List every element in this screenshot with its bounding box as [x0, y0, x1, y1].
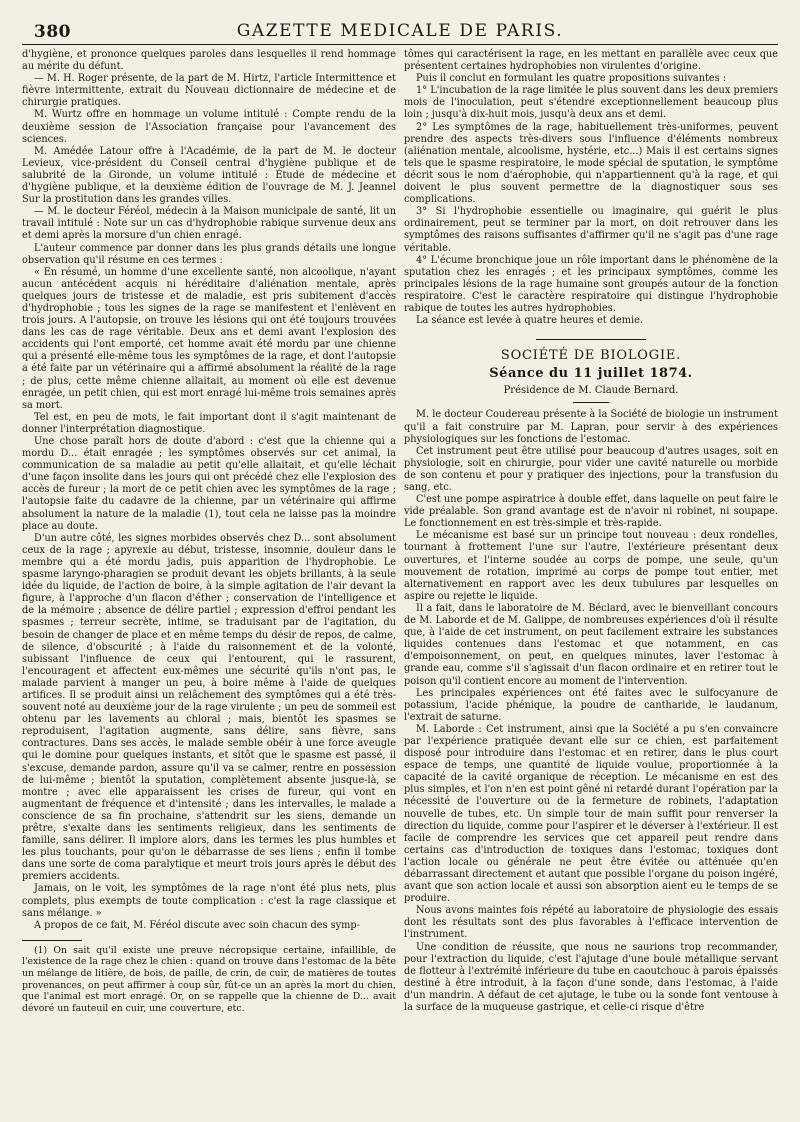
paragraph: d'hygiène, et prononce quelques paroles dans lesquelles il rend hommage au mérite du défunt.: [22, 49, 396, 73]
proposition: 1° L'incubation de la rage limitée le plus souvent dans les deux premiers mois de l'inoculation, peut s'étendre exceptionnellement beaucoup plus loin ; jusqu'à dix-huit mois, jusqu'à deux ans et demi.: [404, 85, 778, 121]
paragraph: A propos de ce fait, M. Féréol discute avec soin chacun des symp-: [34, 919, 360, 931]
paragraph: L'auteur commence par donner dans les plus grands détails une longue observation qu'il résume en ces termes :: [22, 242, 396, 266]
text-columns: [22, 49, 778, 1014]
paragraph: C'est une pompe aspiratrice à double effet, dans laquelle on peut faire le vide préalable. Son grand avantage est de n'avoir ni robinet, ni soupape. Le fonctionnement en est très-simple et très-rapide.: [404, 494, 778, 530]
paragraph: Une chose paraît hors de doute d'abord : c'est que la chienne qui a mordu D... était enragée ; les symptômes observés sur cet animal, la communication de sa maladie au petit qu'elle allaitait, et qu'elle léchait d'une façon insolite dans les jours qui ont précédé chez elle l'explosion des accès de fureur ; la mort de ce petit chien avec les symptômes de la rage ; l'autopsie faite du cadavre de la chienne, par un vétérinaire qui affirme absolument la nature de la maladie (1), tout cela ne laisse pas la moindre place au doute.: [22, 436, 396, 532]
paragraph: Jamais, on le voit, les symptômes de la rage n'ont été plus nets, plus complets, plus exempts de toute complication : c'est la rage classique et sans mélange. »: [22, 883, 396, 919]
paragraph: M. Amédée Latour offre à l'Académie, de la part de M. le docteur Levieux, vice-président du Conseil central d'hygiène publique et de salubrité de la Gironde, un volume intitulé : Étude de médecine et d'hygiène publique, et la deuxième édition de l'ouvrage de M. J. Jeannel Sur la prostitution dans les grandes villes.: [22, 145, 396, 206]
paragraph: M. le docteur Coudereau présente à la Société de biologie un instrument qu'il a fait construire par M. Lapran, pour servir à des expériences physiologiques sur les fonctions de l'estomac.: [404, 409, 778, 445]
paragraph: D'un autre côté, les signes morbides observés chez D... sont absolument ceux de la rage ; apyrexie au début, tristesse, insomnie, douleur dans le membre qui a été mordu jadis, puis apparition de l'hydrophobie. Le spasme laryngo-pharagien se produit devant les objets brillants, à la seule idée du liquide, de l'action de boire, à la simple agitation de l'air devant la figure, à l'approche d'un flacon d'éther ; conservation de l'intelligence et de la mémoire ; absence de délire partiel ; expression d'effroi pendant les spasmes ; terreur secrète, intime, se traduisant par de l'agitation, du besoin de changer de place et en même temps du désir de repos, de calme, de silence, d'obscurité ; à l'aide du raisonnement et de la volonté, subissant l'influence de ceux qui l'entourent, qui le rassurent, l'encouragent et affectent eux-mêmes une sécurité qu'ils n'ont pas, le malade parvient à manger un peu, à boire même à l'aide de quelques artifices. Il se produit ainsi un relâchement des symptômes qui a été très-souvent noté au deuxième jour de la rage virulente ; un peu de sommeil est obtenu par les lavements au chloral ; mais, bientôt les spasmes se reproduisent, l'agitation augmente, sans délire, sans fièvre, sans contractures. Dans ses accès, le malade semble obéir à une force aveugle qui le domine pour quelques instants, et sitôt que le spasme est passé, il s'excuse, demande pardon, assure qu'il va se calmer, rentre en possession de lui-même ; bientôt la sputation, complètement absente jusque-là, se montre ; avec elle apparaissent les crises de fureur, qui vont en augmentant de fréquence et d'intensité ; dans les intervalles, le malade a conscience de sa fin prochaine, s'attendrit sur les siens, demande un prêtre, s'exalte dans les sentiments religieux, dans les sentiments de famille, sans délirer. Il implore alors, dans les termes les plus humbles et les plus touchants, pour qu'on le débarrasse de ses liens ; enfin il tombe dans une sorte de coma paralytique et meurt trois jours après le début des premiers accidents.: [22, 532, 396, 883]
proposition: 2° Les symptômes de la rage, habituellement très-uniformes, peuvent prendre des aspects très-divers sous l'influence d'éléments nombreux (aliénation mentale, alcoolisme, hystérie, etc...) Mais il est certains signes tels que le spasme respiratoire, le mode spécial de sputation, le symptôme décrit sous le nom d'aérophobie, qui n'appartiennent qu'à la rage, et qui doivent le plus souvent permettre de la diagnostiquer sous ses complications.: [404, 121, 778, 206]
paragraph: — M. H. Roger présente, de la part de M. Hirtz, l'article Intermittence et fièvre intermittente, extrait du Nouveau dictionnaire de médecine et de chirurgie pratiques.: [22, 73, 396, 109]
journal-title: GAZETTE MEDICALE DE PARIS.: [236, 21, 564, 41]
footnote: (1) On sait qu'il existe une preuve nécropsique certaine, infaillible, de l'existence de la rage chez le chien : quand on trouve dans l'estomac de la bête un mélange de litière, de bois, de paille, de crin, de cuir, de matières de toutes provenances, on peut affirmer à coup sûr, fût-ce un an après la mort du chien, que l'animal est mort enragé. Or, on se rappelle que la chienne de D... avait dévoré un fauteuil en cuir, une couverture, etc.: [22, 944, 396, 1014]
quoted-summary: « En résumé, un homme d'une excellente santé, non alcoolique, n'ayant aucun antécédent acquis ni héréditaire d'aliénation mentale, après quelques jours de tristesse et de maladie, est pris subitement d'accès d'hydrophobie ; tous les signes de la rage se manifestent et l'enlèvent en trois jours. A l'autopsie, on trouve les lésions qui ont été toujours trouvées dans les cas de rage véritable. Deux ans et demi avant l'explosion des accidents qui l'ont emporté, cet homme avait été mordu par une chienne qui a présenté elle-même tous les symptômes de la rage, et dont l'autopsie a été faite par un vétérinaire qui a affirmé absolument la réalité de la rage ; de plus, cette même chienne allaitait, au moment où elle est devenue enragée, un petit chien, qui est mort enragé lui-même trois semaines après sa mort.: [22, 266, 396, 411]
right-column: [404, 49, 778, 1014]
left-column: [22, 49, 396, 1014]
paragraph: — M. le docteur Féréol, médecin à la Maison municipale de santé, lit un travail intitulé : Note sur un cas d'hydrophobie rabique survenue deux ans et demi après la morsure d'un chien enragé.: [22, 206, 396, 242]
paragraph: Cet instrument peut être utilisé pour beaucoup d'autres usages, soit en physiologie, soit en chirurgie, pour vider une cavité naturelle ou morbide de son contenu et pour y pratiquer des injections, pour la transfusion du sang, etc.: [404, 445, 778, 493]
session-date: Séance du 11 juillet 1874.: [489, 366, 693, 382]
proposition: 4° L'écume bronchique joue un rôle important dans le phénomène de la sputation chez les enragés ; et les principaux symptômes, comme les principales lésions de la rage humaine sont groupés autour de la fonction respiratoire. C'est le caractère respiratoire qui distingue l'hydrophobie rabique de toutes les autres hydrophobies.: [404, 254, 778, 314]
page-number: 380: [34, 22, 71, 42]
paragraph: Les principales expériences ont été faites avec le sulfocyanure de potassium, l'acide phénique, la poudre de cantharide, le laudanum, l'extrait de saturne.: [404, 687, 778, 723]
footnote-rule: [22, 940, 82, 941]
paragraph: Puis il conclut en formulant les quatre propositions suivantes :: [416, 73, 727, 85]
paragraph: M. Laborde : Cet instrument, ainsi que la Société a pu s'en convaincre par l'expérience pratiquée devant elle sur ce chien, est parfaitement disposé pour introduire dans l'estomac et en retirer, dans le plus court espace de temps, une quantité de liquide voulue, proportionnée à la capacité de la cavité organique de réception. Le mécanisme en est des plus simples, et l'on n'en est point gêné ni retardé durant l'opération par la nécessité de l'ouverture ou de la fermeture de robinets, l'adaptation nouvelle de tubes, etc. Un simple tour de main suffit pour renverser la direction du liquide, comme pour l'aspirer et le déverser à l'extérieur. Il est facile de comprendre les services que cet appareil peut rendre dans certains cas d'introduction de toxiques dans l'estomac, toxiques dont l'action locale ou générale ne peut être évitée ou atténuée qu'en débarrassant directement et autant que possible l'organe du poison ingéré, avant que son action locale et aussi son absorption aient eu le temps de se produire.: [404, 723, 778, 905]
paragraph: Nous avons maintes fois répété au laboratoire de physiologie des essais dont les résultats sont des plus favorables à l'efficace intervention de l'instrument.: [404, 905, 778, 941]
page-header: [22, 14, 778, 45]
proposition: 3° Si l'hydrophobie essentielle ou imaginaire, qui guérit le plus ordinairement, peut se terminer par la mort, on doit retrouver dans les symptômes des raisons suffisantes d'affirmer qu'il ne s'agit pas d'une rage véritable.: [404, 206, 778, 254]
paragraph: M. Wurtz offre en hommage un volume intitulé : Compte rendu de la deuxième session de l'Association française pour l'avancement des sciences.: [22, 109, 396, 145]
section-divider: [536, 339, 646, 340]
paragraph: La séance est levée à quatre heures et demie.: [416, 315, 643, 327]
presidency-line: Présidence de M. Claude Bernard.: [503, 385, 679, 397]
paragraph: Tel est, en peu de mots, le fait important dont il s'agit maintenant de donner l'interprétation diagnostique.: [22, 411, 396, 435]
paragraph: tômes qui caractérisent la rage, en les mettant en parallèle avec ceux que présentent certaines hydrophobies non virulentes d'origine.: [404, 49, 778, 73]
paragraph: Il a fait, dans le laboratoire de M. Béclard, avec le bienveillant concours de M. Laborde et de M. Galippe, de nombreuses expériences d'où il résulte que, à l'aide de cet instrument, on peut facilement extraire les substances liquides contenues dans l'estomac et que notamment, en cas d'empoisonnement, on peut, en quelques minutes, laver l'estomac à grande eau, comme s'il s'agissait d'un flacon ordinaire et en retirer tout le poison qu'il contient encore au moment de l'intervention.: [404, 602, 778, 687]
paragraph: Une condition de réussite, que nous ne saurions trop recommander, pour l'extraction du liquide, c'est l'ajutage d'une boule métallique servant de flotteur à l'extrémité inférieure du tube en caoutchouc à parois épaissés destiné à être introduit, à la façon d'une sonde, dans l'estomac, à l'aide d'un mandrin. A défaut de cet ajutage, le tube ou la sonde font ventouse à la surface de la muqueuse gastrique, et celle-ci risque d'être: [404, 941, 778, 1014]
short-divider: [573, 402, 609, 403]
section-heading: SOCIÉTÉ DE BIOLOGIE.: [500, 348, 682, 364]
paragraph: Le mécanisme est basé sur un principe tout nouveau : deux rondelles, tournant à frottement l'une sur l'autre, l'extérieure présentant deux ouvertures, et l'interne soudée au corps de pompe, une seule, qu'un mouvement de rotation, imprimé au corps de pompe tout entier, met alternativement en rapport avec les deux tubulures par lesquelles on aspire ou rejette le liquide.: [404, 530, 778, 602]
